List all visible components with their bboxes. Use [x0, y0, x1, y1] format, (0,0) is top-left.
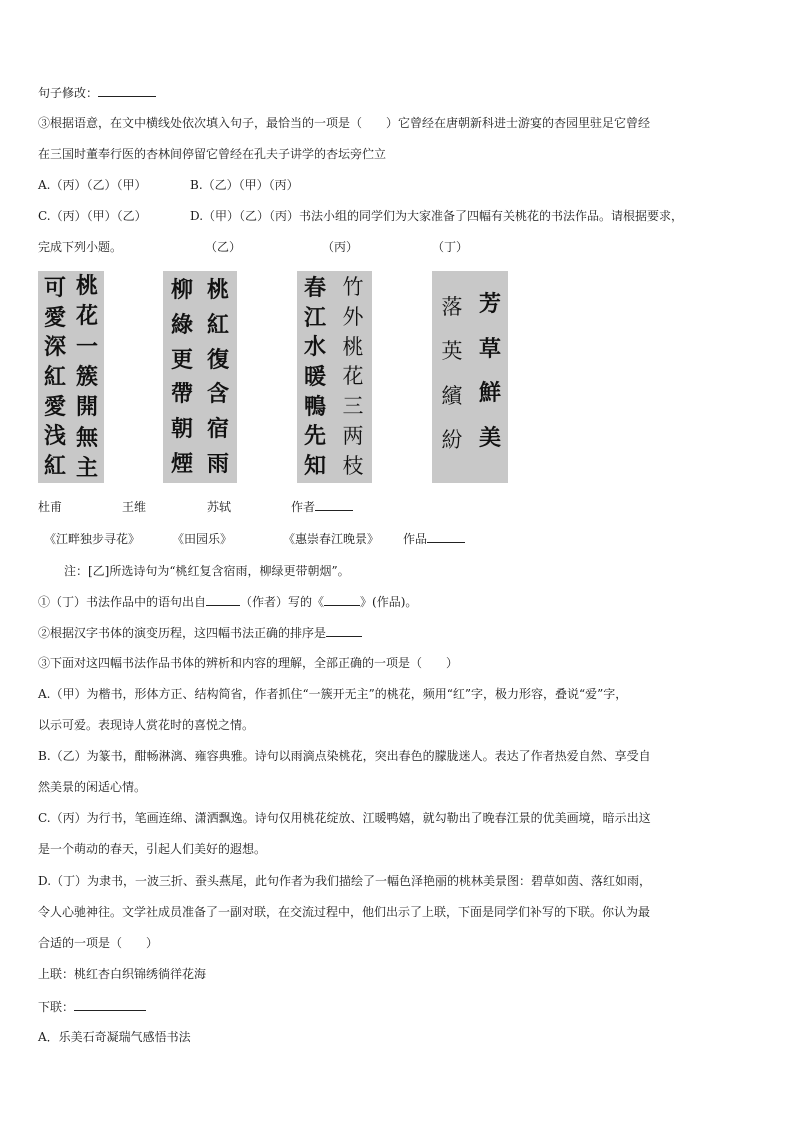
jia-right-column	[74, 275, 100, 479]
calligraphy-yi	[163, 271, 237, 483]
calligraphy-char: 主	[75, 454, 98, 481]
work-jiangpan: 《江畔独步寻花》	[44, 532, 141, 546]
calligraphy-char: 先	[303, 423, 326, 450]
calligraphy-char: 竹	[342, 275, 364, 299]
calligraphy-char: 美	[478, 424, 501, 451]
calligraphy-char: 水	[303, 334, 326, 361]
calligraphy-char: 紛	[441, 427, 463, 452]
work-label: 作品	[403, 532, 428, 546]
option-c-line2: 是一个萌动的春天，引起人们美好的遐想。	[38, 842, 267, 856]
calligraphy-char: 紅	[206, 311, 229, 338]
author-blank-line	[291, 498, 353, 515]
work-tianyuan: 《田园乐》	[172, 532, 233, 546]
option-c: C.（丙）（甲）（乙）	[38, 209, 147, 223]
calligraphy-char: 桃	[342, 334, 364, 359]
calligraphy-char: 暖	[303, 363, 326, 390]
q2-blank[interactable]	[326, 624, 362, 637]
calligraphy-char: 柳	[170, 277, 193, 303]
option-b: B.（乙）（甲）（丙）	[190, 178, 299, 192]
calligraphy-char: 更	[170, 346, 193, 373]
calligraphy-char: 草	[478, 335, 501, 362]
option-d-line1: D.（丁）为隶书，一波三折、蚕头燕尾，此句作者为我们描绘了一幅色泽艳丽的桃林美景图：碧草如茵、落红如雨，	[38, 874, 652, 888]
last-option-a: A．乐美石奇凝瑞气感悟书法	[38, 1030, 191, 1044]
option-d-line2: 令人心驰神往。文学社成员准备了一副对联，在交流过程中，他们出示了上联，下面是同学们补写的下联。你认为最	[38, 905, 651, 919]
subquestion-1	[38, 593, 417, 610]
calligraphy-char: 江	[303, 304, 326, 331]
calligraphy-char: 雨	[206, 450, 229, 477]
calligraphy-char: 春	[303, 275, 326, 301]
subquestion-3: ③下面对这四幅书法作品书体的辨析和内容的理解，全部正确的一项是（ ）	[38, 656, 459, 670]
q2-text: ②根据汉字书体的演变历程，这四幅书法正确的排序是	[38, 626, 327, 640]
option-c-line1: C.（丙）为行书，笔画连绵、潇洒飘逸。诗句仅用桃花绽放、江暖鸭嬉，就勾勒出了晚春江景的优美画境，暗示出这	[38, 811, 651, 825]
q1-author-blank[interactable]	[206, 593, 240, 606]
calligraphy-char: 簇	[75, 363, 98, 390]
calligraphy-char: 两	[342, 424, 364, 449]
option-b-line1: B.（乙）为篆书，酣畅淋漓、雍容典雅。诗句以雨滴点染桃花，突出春色的朦胧迷人。表达了作者热爱自然、享受自	[38, 749, 651, 763]
calligraphy-char: 宿	[206, 416, 229, 443]
ding-left-column	[438, 297, 466, 451]
calligraphy-char: 一	[75, 333, 98, 360]
author-label: 作者	[291, 500, 316, 514]
question-3-stem-cont: 在三国时董奉行医的杏林间停留它曾经在孔夫子讲学的杏坛旁伫立	[38, 147, 387, 161]
answer-blank[interactable]	[98, 84, 156, 97]
calligraphy-char: 綠	[170, 311, 193, 338]
option-a: A.（丙）（乙）（甲）	[38, 178, 147, 192]
calligraphy-char: 繽	[441, 383, 463, 408]
q1-pre: ①（丁）书法作品中的语句出自	[38, 595, 207, 609]
yi-right-column	[203, 279, 233, 475]
calligraphy-char: 花	[342, 364, 364, 389]
note: 注：[乙]所选诗句为“桃红复含宿雨，柳绿更带朝烟”。	[64, 564, 350, 578]
calligraphy-char: 芳	[478, 291, 501, 317]
ding-right-column	[476, 293, 504, 449]
calligraphy-char: 帶	[170, 381, 193, 408]
question-3-stem: ③根据语意，在文中横线处依次填入句子，最恰当的一项是（ ）它曾经在唐朝新科进士游宴的杏园里驻足它曾经	[38, 116, 651, 130]
work-blank-line	[403, 530, 465, 547]
calligraphy-char: 桃	[75, 273, 98, 299]
calligraphy-char: 鮮	[478, 380, 501, 407]
shanglian: 上联：桃红杏白织锦绣徜徉花海	[38, 967, 207, 981]
calligraphy-char: 煙	[170, 450, 193, 477]
author-du-fu: 杜甫	[38, 500, 63, 514]
xialian-blank[interactable]	[74, 998, 146, 1011]
author-blank[interactable]	[315, 498, 353, 511]
calligraphy-char: 落	[441, 295, 463, 319]
calligraphy-char: 鴨	[303, 393, 326, 420]
calligraphy-char: 復	[206, 346, 229, 373]
calligraphy-char: 英	[441, 339, 463, 364]
calligraphy-char: 枝	[342, 453, 364, 478]
calligraphy-char: 無	[75, 424, 98, 451]
label-yi: （乙）	[205, 240, 242, 254]
calligraphy-char: 浅	[43, 423, 66, 450]
calligraphy-char: 深	[43, 334, 66, 361]
calligraphy-char: 朝	[170, 416, 193, 443]
calligraphy-char: 紅	[43, 363, 66, 390]
option-b-line2: 然美景的闲适心情。	[38, 780, 147, 794]
subquestion-2	[38, 624, 362, 641]
bing-right-column	[339, 277, 367, 477]
author-su-shi: 苏轼	[207, 500, 232, 514]
option-a-line1: A.（甲）为楷书，形体方正、结构简省，作者抓住“一簇开无主”的桃花，频用“红”字，极力形容，叠说“爱”字，	[38, 687, 628, 701]
sentence-revision-line	[38, 84, 156, 101]
sentence-revision-label: 句子修改：	[38, 86, 99, 100]
complete-subquestions: 完成下列小题。	[38, 240, 123, 254]
calligraphy-ding	[432, 271, 508, 483]
option-a-line2: 以示可爱。表现诗人赏花时的喜悦之情。	[38, 718, 255, 732]
calligraphy-char: 愛	[43, 393, 66, 420]
bing-left-column	[301, 277, 329, 477]
calligraphy-char: 含	[206, 381, 229, 408]
jia-left-column	[42, 277, 68, 477]
yi-left-column	[167, 279, 197, 475]
q1-work-blank[interactable]	[324, 593, 360, 606]
work-huichong: 《惠崇春江晚景》	[283, 532, 380, 546]
calligraphy-char: 可	[43, 275, 66, 301]
calligraphy-char: 三	[342, 394, 364, 419]
label-ding: （丁）	[432, 240, 469, 254]
calligraphy-char: 花	[75, 303, 98, 330]
xialian-label: 下联：	[38, 1000, 75, 1014]
q1-end: 》(作品)。	[360, 595, 418, 609]
option-d-line3: 合适的一项是（ ）	[38, 936, 159, 950]
calligraphy-char: 桃	[206, 277, 229, 303]
q1-mid: （作者）写的《	[240, 595, 325, 609]
option-d-and-intro: D.（甲）（乙）（丙）书法小组的同学们为大家准备了四幅有关桃花的书法作品。请根据要求，	[190, 209, 684, 223]
calligraphy-jia	[38, 271, 104, 483]
xialian-line	[38, 998, 146, 1015]
calligraphy-char: 外	[342, 304, 364, 329]
calligraphy-char: 開	[75, 394, 98, 421]
calligraphy-char: 知	[303, 452, 326, 479]
label-bing: （丙）	[322, 240, 359, 254]
calligraphy-char: 紅	[43, 452, 66, 479]
calligraphy-char: 愛	[43, 304, 66, 331]
calligraphy-bing	[297, 271, 372, 483]
work-blank[interactable]	[427, 530, 465, 543]
author-wang-wei: 王维	[122, 500, 147, 514]
